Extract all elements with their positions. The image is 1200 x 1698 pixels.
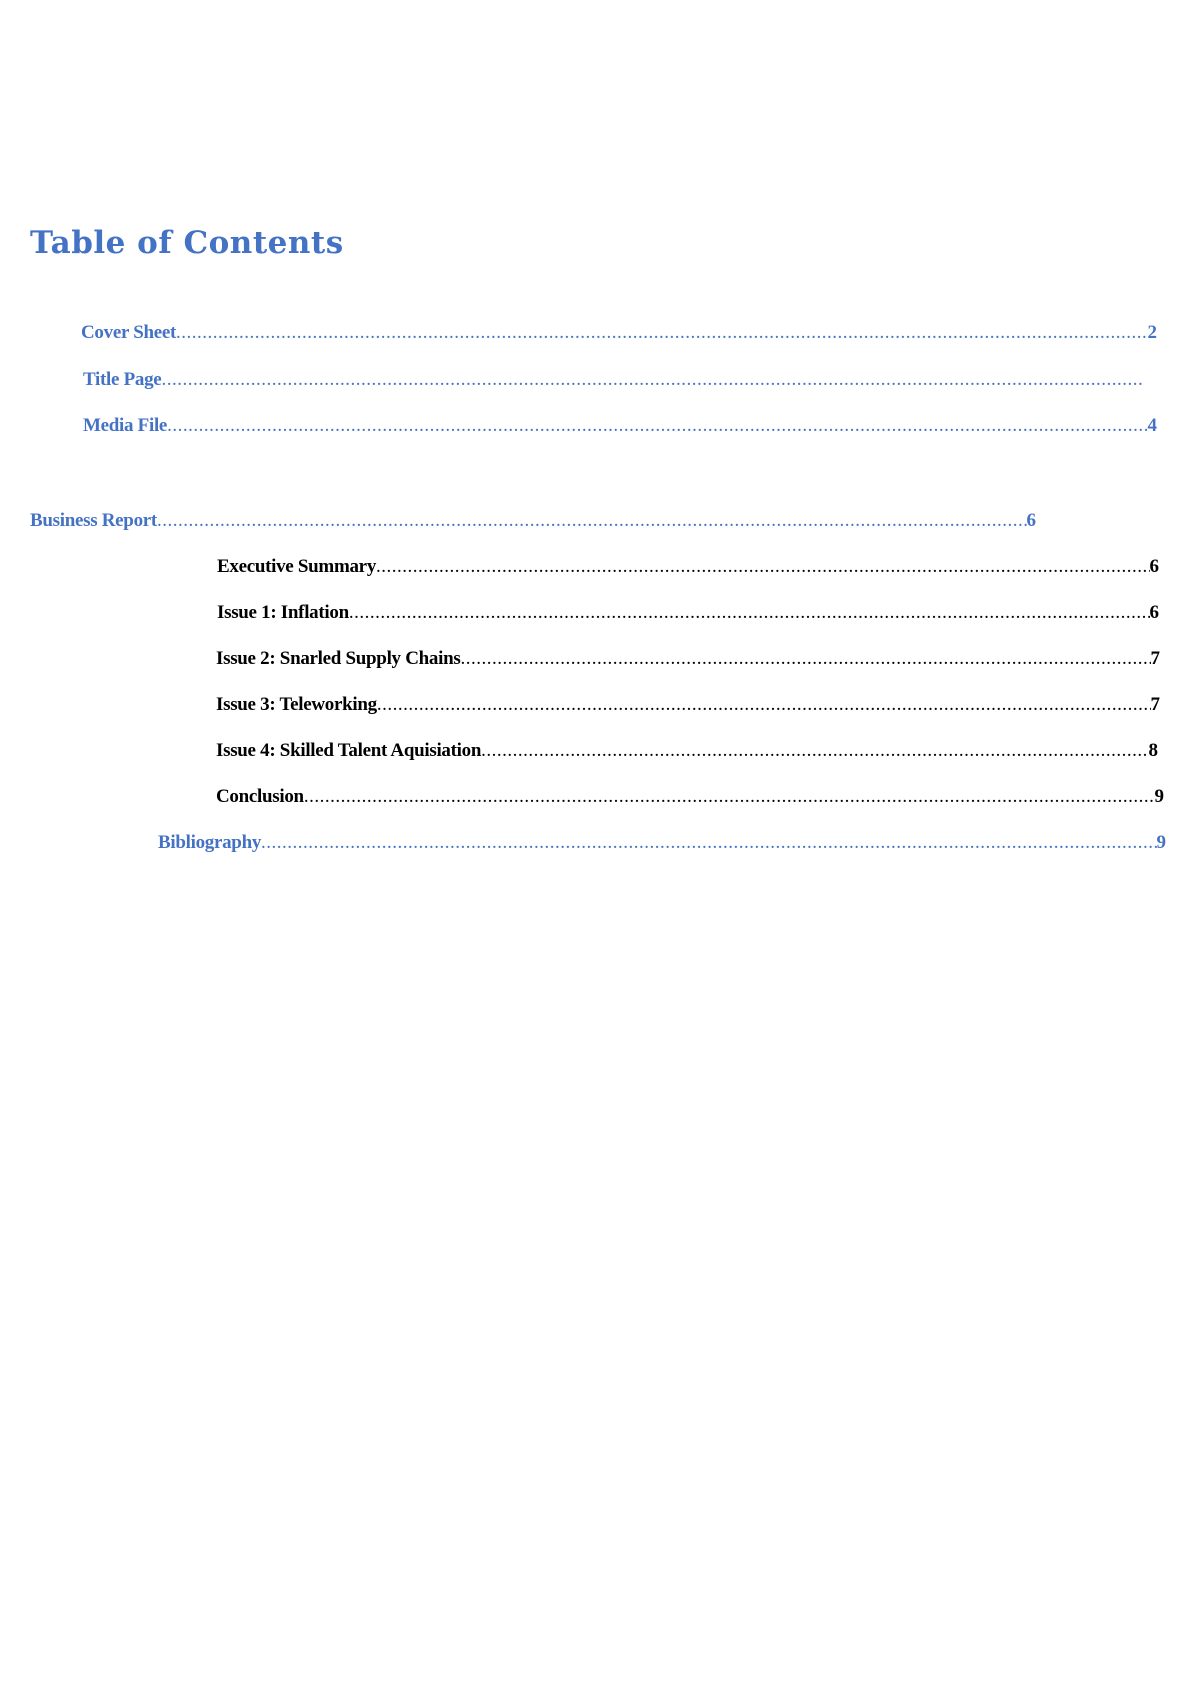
toc-entry-label: Conclusion bbox=[216, 786, 304, 807]
toc-entry-label: Issue 3: Teleworking bbox=[216, 694, 377, 715]
toc-entry-page-number: 9 bbox=[1156, 832, 1166, 853]
dot-leader bbox=[460, 648, 1150, 670]
toc-entry-media-file[interactable] bbox=[83, 415, 1157, 437]
dot-leader bbox=[261, 832, 1156, 854]
toc-entry-page-number: 6 bbox=[1149, 602, 1159, 623]
toc-entry-business-report[interactable] bbox=[30, 510, 1036, 532]
toc-entry-label: Bibliography bbox=[158, 832, 262, 853]
toc-entry-page-number: 8 bbox=[1148, 740, 1158, 761]
toc-entry-executive-summary[interactable] bbox=[217, 556, 1159, 578]
dot-leader bbox=[157, 510, 1027, 532]
toc-entry-issue-4[interactable] bbox=[216, 740, 1158, 762]
dot-leader bbox=[376, 556, 1149, 578]
toc-entry-page-number: 6 bbox=[1149, 556, 1159, 577]
dot-leader bbox=[167, 415, 1147, 437]
dot-leader bbox=[481, 740, 1148, 762]
toc-entry-page-number: 6 bbox=[1026, 510, 1036, 531]
toc-entry-label: Business Report bbox=[30, 510, 157, 531]
toc-entry-issue-1[interactable] bbox=[217, 602, 1159, 624]
toc-entry-label: Executive Summary bbox=[217, 556, 377, 577]
toc-entry-page-number: 7 bbox=[1150, 648, 1160, 669]
dot-leader bbox=[176, 322, 1147, 344]
toc-entry-page-number: 7 bbox=[1150, 694, 1160, 715]
toc-entry-conclusion[interactable] bbox=[216, 786, 1164, 808]
dot-leader bbox=[161, 369, 1143, 391]
toc-entry-label: Issue 4: Skilled Talent Aquisiation bbox=[216, 740, 482, 761]
toc-entry-label: Media File bbox=[83, 415, 168, 436]
page-title: Table of Contents bbox=[30, 225, 344, 261]
toc-entry-bibliography[interactable] bbox=[158, 832, 1166, 854]
toc-entry-page-number: 4 bbox=[1147, 415, 1157, 436]
toc-entry-issue-2[interactable] bbox=[216, 648, 1160, 670]
toc-entry-label: Issue 2: Snarled Supply Chains bbox=[216, 648, 461, 669]
toc-entry-label: Cover Sheet bbox=[81, 322, 177, 343]
dot-leader bbox=[377, 694, 1151, 716]
toc-entry-page-number: 2 bbox=[1147, 322, 1157, 343]
toc-entry-label: Title Page bbox=[83, 369, 162, 390]
toc-entry-page-number: 9 bbox=[1154, 786, 1164, 807]
toc-entry-title-page[interactable] bbox=[83, 369, 1143, 391]
dot-leader bbox=[304, 786, 1155, 808]
toc-entry-label: Issue 1: Inflation bbox=[217, 602, 349, 623]
toc-entry-issue-3[interactable] bbox=[216, 694, 1160, 716]
toc-entry-cover-sheet[interactable] bbox=[81, 322, 1157, 344]
dot-leader bbox=[349, 602, 1150, 624]
